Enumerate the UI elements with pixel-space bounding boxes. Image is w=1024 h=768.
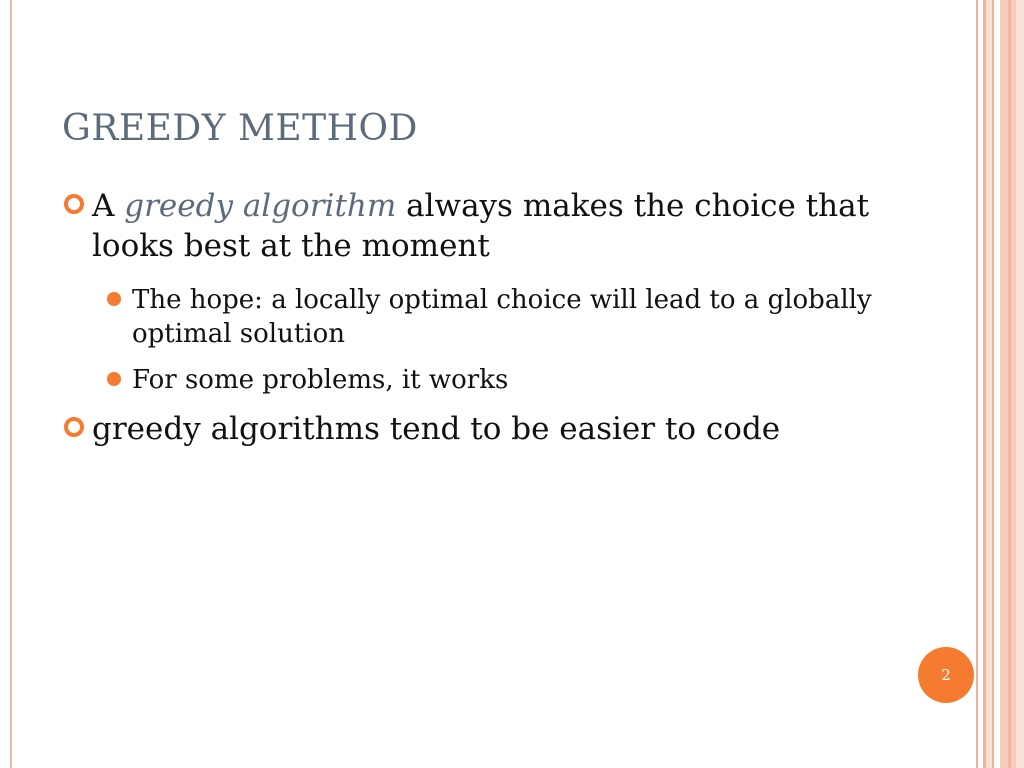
right-border-stripe [1016,0,1024,768]
right-border-stripe [992,0,994,768]
page-number-badge: 2 [918,647,974,703]
dot-bullet-icon [107,292,121,306]
sub-bullet-item: For some problems, it works [132,365,509,395]
bullet-prefix: A [92,188,125,224]
right-border-stripe [1008,0,1011,768]
right-border-stripe [976,0,978,768]
ring-bullet-icon [64,194,84,214]
ring-bullet-icon [64,417,84,437]
left-border-rule [10,0,12,768]
dot-bullet-icon [107,372,121,386]
slide-title: GREEDY METHOD [62,108,418,149]
sub-bullet-item: The hope: a locally optimal choice will lead to a globally optimal solution [132,285,872,349]
bullet-emphasis: greedy algorithm [124,188,397,224]
bullet-item: greedy algorithms tend to be easier to code [92,411,781,447]
bullet-suffix: always makes the choice that looks best at the moment [92,188,870,264]
bullet-item [92,186,872,266]
